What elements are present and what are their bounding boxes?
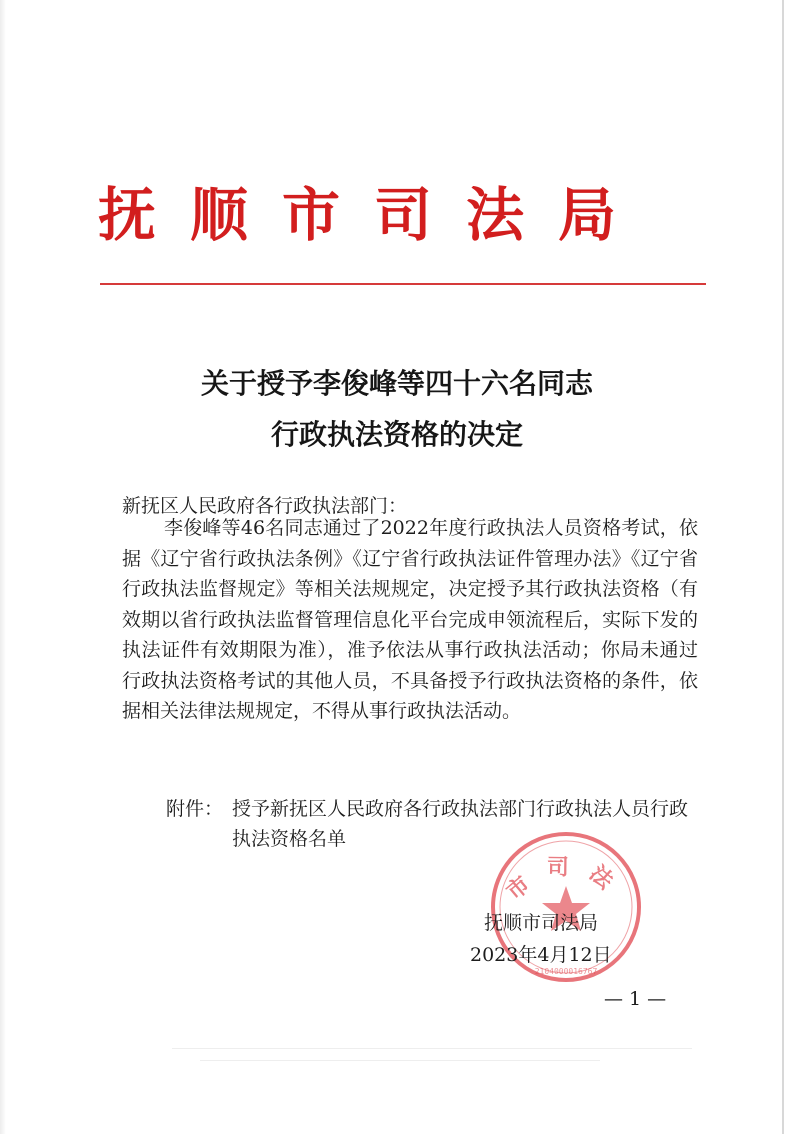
document-title-line-1: 关于授予李俊峰等四十六名同志 bbox=[200, 367, 593, 400]
attachment-text: 授予新抚区人民政府各行政执法部门行政执法人员行政执法资格名单 bbox=[232, 798, 689, 850]
faint-bleed-line bbox=[172, 1048, 692, 1049]
addressee: 新抚区人民政府各行政执法部门： bbox=[122, 495, 408, 517]
signature-organization: 抚顺市司法局 bbox=[484, 912, 599, 934]
page-shadow bbox=[0, 0, 6, 1134]
issuer-heading: 抚顺市司法局 bbox=[98, 181, 651, 249]
seal-number: 2104000016767 bbox=[534, 967, 598, 976]
signature-date: 2023年4月12日 bbox=[470, 944, 612, 966]
attachment-label: 附件： bbox=[166, 798, 224, 820]
seal-arc-text: 市司法 bbox=[502, 855, 631, 907]
document-title-line-2: 行政执法资格的决定 bbox=[270, 418, 523, 451]
red-divider-line bbox=[100, 283, 706, 285]
page-edge-line bbox=[782, 0, 784, 1134]
page-number: — 1 — bbox=[604, 988, 667, 1010]
body-paragraph: 李俊峰等46名同志通过了2022年度行政执法人员资格考试，依据《辽宁省行政执法条例》《辽宁省行政执法证件管理办法》《辽宁省行政执法监督规定》等相关法规规定，决定授予其行政执法资格（有效期以省行政执法监督管理信息化平台完成申领流程后，实际下发的执法证件有效期限为准），准予依法从事行政执法活动；你局未通过行政执法资格考试的其他人员，不具备授予行政执法资格的条件，依据相关法律法规规定，不得从事行政执法活动。 bbox=[122, 517, 698, 722]
faint-bleed-line bbox=[200, 1060, 600, 1061]
